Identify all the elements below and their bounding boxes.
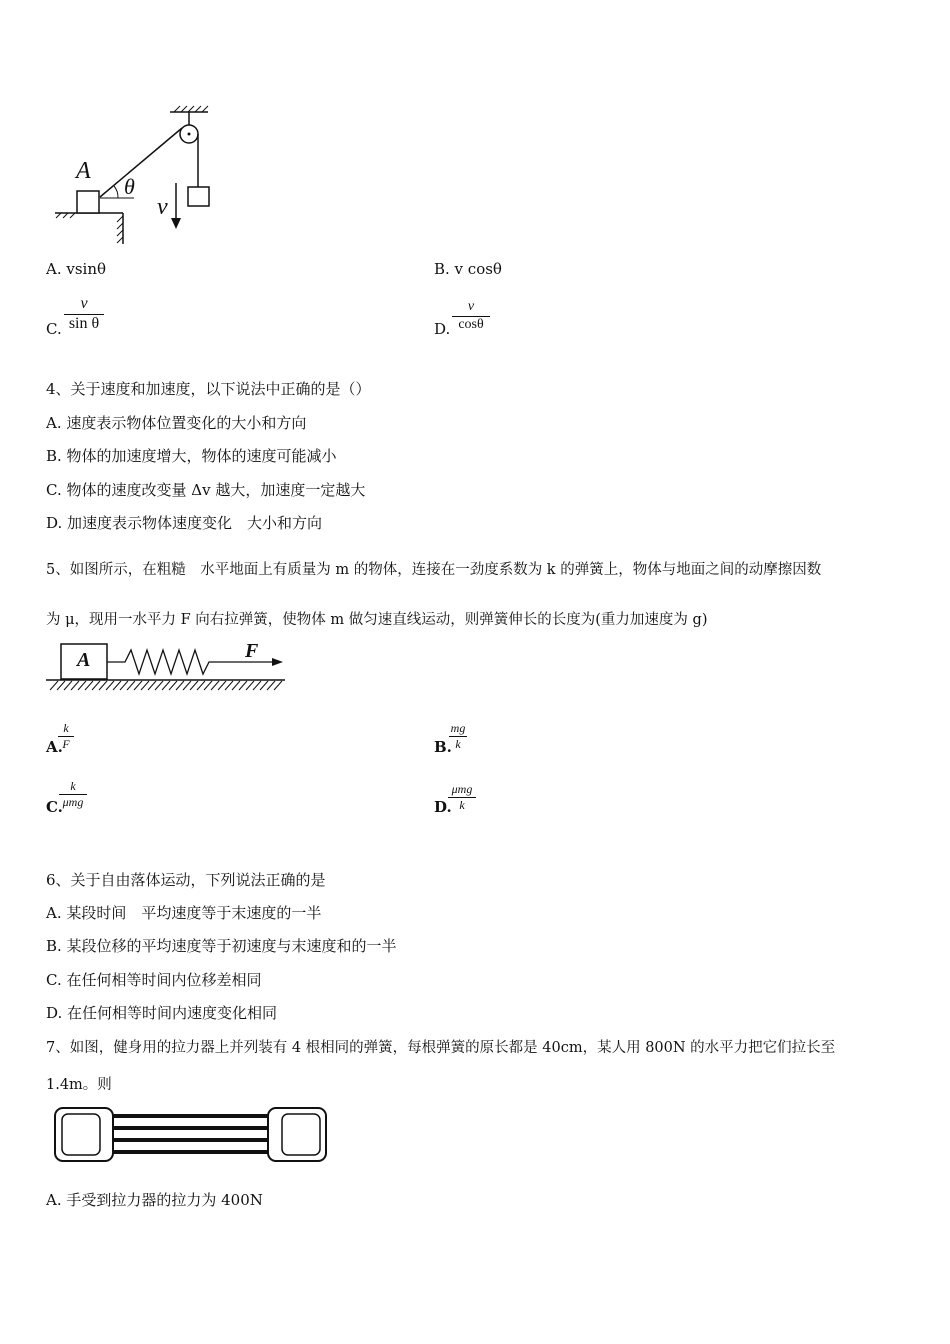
q6-option-d: D. 在任何相等时间内速度变化相同 <box>46 1004 278 1022</box>
fraction-numerator: v <box>80 295 88 312</box>
q5-stem-line1: 5、如图所示，在粗糙 水平地面上有质量为 m 的物体，连接在一劲度系数为 k 的弹簧上，物体与地面之间的动摩擦因数 <box>46 562 822 578</box>
q5-option-a-prefix: A. <box>46 738 63 756</box>
q3-fig-label-v: v <box>157 194 168 220</box>
q3-fig-label-theta: θ <box>124 174 135 199</box>
q6-stem: 6、关于自由落体运动，下列说法正确的是 <box>46 871 326 889</box>
q7-stem-line2: 1.4m。则 <box>46 1077 112 1093</box>
fraction-denominator: k <box>455 736 461 751</box>
fraction-numerator: mg <box>450 721 466 735</box>
fraction-numerator: μmg <box>451 782 473 796</box>
q4-option-b: B. 物体的加速度增大，物体的速度可能减小 <box>46 447 337 465</box>
fraction-denominator: μmg <box>62 794 84 809</box>
q6-option-b: B. 某段位移的平均速度等于初速度与末速度和的一半 <box>46 937 397 955</box>
q3-fig-label-a: A <box>76 158 91 184</box>
q5-option-b-prefix: B. <box>434 738 452 756</box>
fraction-numerator: v <box>467 299 475 314</box>
fraction-numerator: k <box>63 721 69 735</box>
q5-stem-line2: 为 μ，现用一水平力 F 向右拉弹簧，使物体 m 做匀速直线运动，则弹簧伸长的长度为(重力加速度为 g) <box>46 612 708 628</box>
fraction-denominator: sin θ <box>68 314 100 332</box>
q3-option-c-prefix: C. <box>46 320 62 338</box>
fraction-denominator: F <box>62 736 70 751</box>
q6-option-c: C. 在任何相等时间内位移差相同 <box>46 971 262 989</box>
q4-option-c: C. 物体的速度改变量 Δv 越大，加速度一定越大 <box>46 481 366 499</box>
fraction-denominator: cosθ <box>458 316 484 332</box>
q7-option-a: A. 手受到拉力器的拉力为 400N <box>46 1191 263 1209</box>
q5-fig-label-f: F <box>245 640 259 662</box>
q7-stem-line1: 7、如图，健身用的拉力器上并列装有 4 根相同的弹簧，每根弹簧的原长都是 40cm，某人用 800N 的水平力把它们拉长至 <box>46 1040 836 1056</box>
q3-option-b: B. v cosθ <box>434 260 502 278</box>
q4-option-a: A. 速度表示物体位置变化的大小和方向 <box>46 414 307 432</box>
q6-option-a: A. 某段时间 平均速度等于末速度的一半 <box>46 904 322 922</box>
fraction-numerator: k <box>70 779 76 793</box>
q3-option-d-prefix: D. <box>434 320 451 338</box>
fraction-denominator: k <box>459 797 465 812</box>
q5-option-d-prefix: D. <box>434 798 452 816</box>
q5-option-c-prefix: C. <box>46 798 63 816</box>
q4-stem: 4、关于速度和加速度，以下说法中正确的是（） <box>46 380 371 398</box>
q5-fig-label-a: A <box>77 649 91 671</box>
q3-option-a: A. vsinθ <box>46 260 107 278</box>
q4-option-d: D. 加速度表示物体速度变化 大小和方向 <box>46 514 323 532</box>
